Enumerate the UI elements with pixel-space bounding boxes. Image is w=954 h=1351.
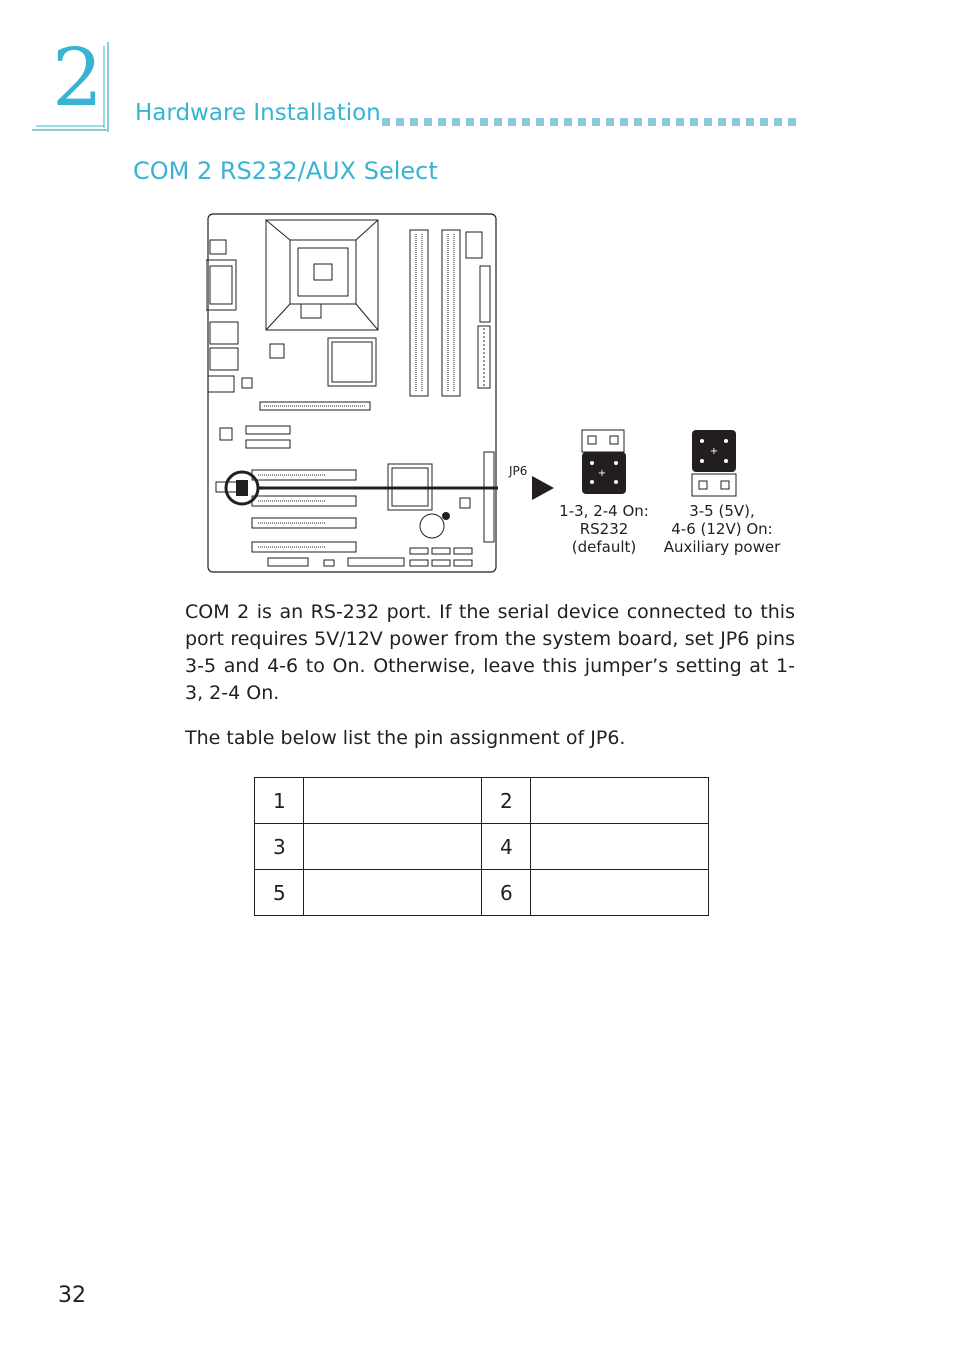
section-title: COM 2 RS232/AUX Select: [133, 157, 438, 185]
pin-function: [531, 824, 709, 870]
setting-2-line-1: 3-5 (5V),: [689, 502, 755, 520]
pointer-arrow-icon: [532, 476, 554, 500]
jp6-board-label: JP6: [509, 464, 528, 478]
pin-assignment-table: [254, 777, 709, 916]
setting-2-line-3: Auxiliary power: [663, 538, 781, 556]
motherboard-diagram: [206, 212, 498, 576]
pin-number: 1: [255, 778, 304, 824]
pin-number: 4: [482, 824, 531, 870]
setting-2-line-2: 4-6 (12V) On:: [671, 520, 773, 538]
chapter-number: 2: [52, 31, 103, 124]
table-row: [255, 824, 709, 870]
setting-1-line-2: RS232: [579, 520, 629, 538]
pin-number: 3: [255, 824, 304, 870]
description-paragraph: COM 2 is an RS-232 port. If the serial device connected to this port requires 5V/12V power from the system board, set JP6 pins 3-5 and 4-6 to On. Otherwise, leave this jumper’s setting at 1-3, 2-4 On.: [185, 601, 795, 704]
header-dotted-rule: [382, 118, 800, 126]
page-number: 32: [58, 1283, 86, 1308]
pin-function: [304, 870, 482, 916]
pin-number: 6: [482, 870, 531, 916]
jumper-setting-aux-power: [692, 430, 736, 496]
jumper-setting-rs232: [582, 430, 626, 494]
setting-1-line-1: 1-3, 2-4 On:: [559, 502, 649, 520]
setting-1-label: [548, 502, 660, 556]
pin-number: 5: [255, 870, 304, 916]
table-row: [255, 870, 709, 916]
pin-function: [531, 778, 709, 824]
pin-number: 2: [482, 778, 531, 824]
setting-2-label: [652, 502, 792, 556]
pin-function: [304, 824, 482, 870]
svg-text:+: +: [709, 446, 719, 457]
table-row: [255, 778, 709, 824]
chapter-title: Hardware Installation: [135, 100, 381, 126]
svg-text:+: +: [597, 468, 607, 479]
pin-function: [304, 778, 482, 824]
setting-1-line-3: (default): [571, 538, 637, 556]
table-intro-paragraph: The table below list the pin assignment of JP6.: [185, 727, 626, 749]
pin-function: [531, 870, 709, 916]
